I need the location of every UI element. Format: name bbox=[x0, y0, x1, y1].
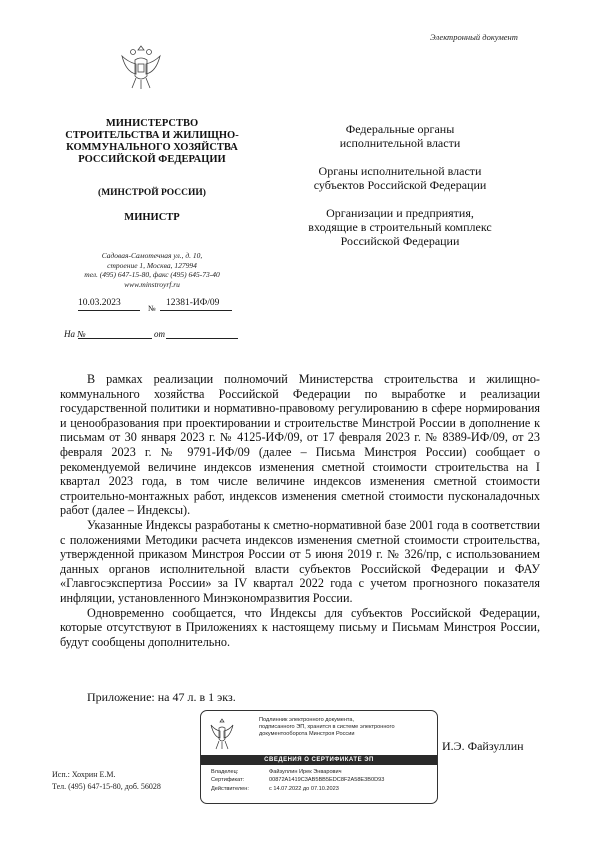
body-paragraph: В рамках реализации полномочий Министерства строительства и жилищно-коммунального хозяйства Российской Федерации по выработке и реализации государственной политики и нормативно-правовому регулированию в сфере нормирования и ценообразования при проектировании и строительстве Минстрой России в дополнение к письмам от 30 января 2023 г. № 4125-ИФ/09, от 17 февраля 2023 г. № 8389-ИФ/09, от 23 февраля 2023 г. № 9791-ИФ/09 (далее – Письма Минстроя России) сообщает о рекомендуемой величине индексов изменения сметной стоимости строительства на I квартал 2023 года, в том числе величине индексов изменения сметной стоимости строительно-монтажных работ, индексов изменения сметной стоимости пусконаладочных работ (далее – Индексы). bbox=[60, 372, 540, 518]
addressee-line: Организации и предприятия, bbox=[326, 206, 474, 220]
certificate-details bbox=[211, 768, 433, 793]
address-line: тел. (495) 647-15-80, факс (495) 645-73-40 bbox=[84, 270, 220, 279]
executor-info bbox=[52, 769, 192, 793]
certificate-key: Действителен: bbox=[211, 785, 249, 792]
registration-number: 12381-ИФ/09 bbox=[166, 298, 220, 308]
addressee-line: Органы исполнительной власти bbox=[318, 164, 482, 178]
ministry-line: МИНИСТЕРСТВО bbox=[105, 118, 199, 129]
executor-phone: Тел. (495) 647-15-80, доб. 56028 bbox=[52, 782, 161, 791]
attachment-note: Приложение: на 47 л. в 1 экз. bbox=[87, 690, 236, 704]
stamp-text bbox=[259, 717, 433, 738]
certificate-value: Файзуллин Ирек Энварович bbox=[269, 769, 342, 775]
stamp-header bbox=[201, 711, 437, 757]
body-paragraph: Одновременно сообщается, что Индексы для субъектов Российской Федерации, которые отсутствуют в Приложениях к настоящему письму и Письмам Минстроя России, будут сообщены дополнительно. bbox=[60, 605, 540, 649]
reference-number-label: На № bbox=[64, 329, 86, 339]
addressee bbox=[300, 164, 500, 192]
signer-name: И.Э. Файзуллин bbox=[442, 739, 524, 753]
coat-of-arms-emblem bbox=[118, 42, 164, 92]
stamp-text-line: Подлинник электронного документа, bbox=[259, 717, 355, 723]
certificate-row bbox=[211, 776, 433, 784]
ministry-line: РОССИЙСКОЙ ФЕДЕРАЦИИ bbox=[78, 154, 226, 165]
number-sign: № bbox=[148, 304, 156, 313]
addressee bbox=[300, 206, 500, 248]
reference-date-label: от bbox=[154, 329, 165, 339]
reference-date-blank bbox=[166, 338, 238, 339]
stamp-text-line: документооборота Минстроя России bbox=[259, 731, 355, 737]
body-paragraph: Указанные Индексы разработаны к сметно-нормативной базе 2001 года в соответствии с положениями Методики расчета индексов изменения сметной стоимости строительства, утвержденной приказом Минстроя России от 5 июня 2019 г. № 326/пр, с использованием данных органов исполнительной власти субъектов Российской Федерации и ФАУ «Главгосэкспертиза России» за IV квартал 2022 года с учетом прогнозного показателя инфляции, установленного Минэкономразвития России. bbox=[60, 517, 540, 605]
date-underline bbox=[78, 310, 140, 311]
ministry-abbreviation: (МИНСТРОЙ РОССИИ) bbox=[98, 188, 206, 198]
certificate-key: Владелец: bbox=[211, 769, 239, 775]
number-underline bbox=[160, 310, 232, 311]
stamp-text-line: подписанного ЭП, хранится в системе электронного bbox=[259, 724, 395, 730]
addressee bbox=[300, 122, 500, 150]
address-line: строение 1, Москва, 127994 bbox=[107, 260, 197, 270]
ministry-line: КОММУНАЛЬНОГО ХОЗЯЙСТВА bbox=[66, 142, 238, 153]
electronic-signature-stamp bbox=[200, 710, 438, 804]
addressee-line: субъектов Российской Федерации bbox=[313, 178, 487, 192]
certificate-value: с 14.07.2022 до 07.10.2023 bbox=[269, 785, 339, 792]
addressees-block bbox=[300, 122, 500, 262]
sender-title: МИНИСТР bbox=[124, 212, 180, 223]
addressee-line: Федеральные органы bbox=[345, 122, 455, 136]
certificate-info-band: СВЕДЕНИЯ О СЕРТИФИКАТЕ ЭП bbox=[201, 755, 437, 765]
addressee-line: исполнительной власти bbox=[339, 136, 461, 150]
addressee-line: входящие в строительный комплекс bbox=[308, 220, 492, 234]
certificate-row bbox=[211, 785, 433, 793]
certificate-row bbox=[211, 768, 433, 776]
certificate-key: Сертификат: bbox=[211, 777, 245, 784]
letter-body bbox=[60, 372, 540, 649]
certificate-value: 00872A1419C3AB5BB5EDC8F2A58E3B0D93 bbox=[269, 777, 385, 784]
ministry-line: СТРОИТЕЛЬСТВА И ЖИЛИЩНО- bbox=[65, 130, 239, 141]
addressee-line: Российской Федерации bbox=[340, 234, 460, 248]
ministry-name bbox=[52, 118, 252, 166]
executor-name: Исп.: Хохрин Е.М. bbox=[52, 770, 116, 779]
reference-number-blank bbox=[78, 338, 152, 339]
sender-address bbox=[52, 251, 252, 289]
electronic-document-note: Электронный документ bbox=[430, 32, 518, 42]
address-line: www.minstroyrf.ru bbox=[124, 279, 180, 289]
stamp-emblem-icon bbox=[209, 717, 235, 751]
address-line: Садовая-Самотечная ул., д. 10, bbox=[101, 251, 203, 260]
document-date: 10.03.2023 bbox=[78, 298, 121, 308]
